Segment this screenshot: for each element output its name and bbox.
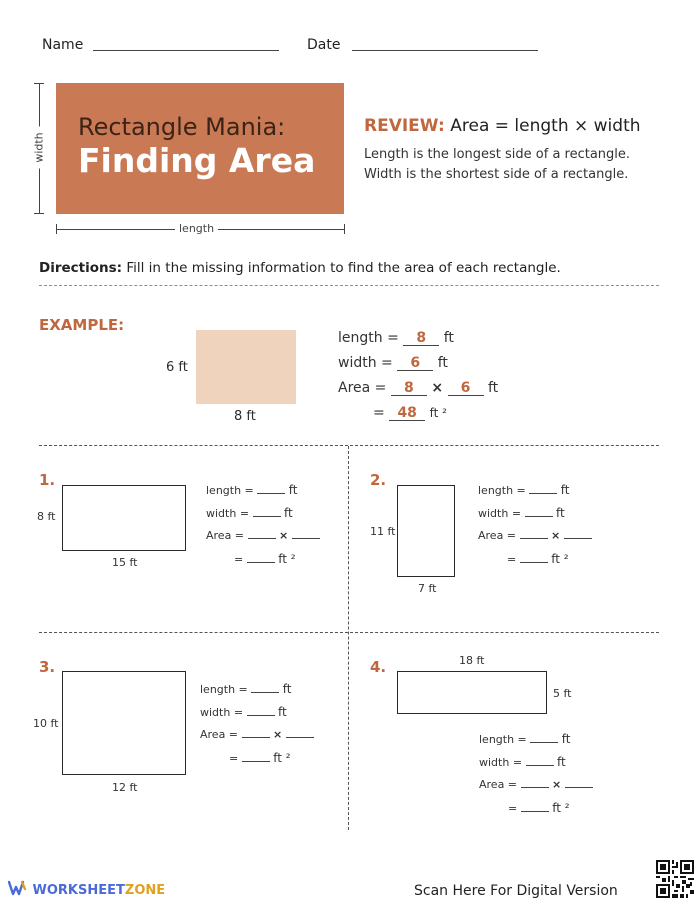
example-length-row xyxy=(338,330,454,346)
review-heading xyxy=(364,116,641,136)
problem-3-result-row: = ft ² xyxy=(229,751,291,765)
example-length-label: 8 ft xyxy=(234,409,256,424)
problem-3-area-a-blank[interactable] xyxy=(242,728,270,738)
problem-2-length-blank[interactable] xyxy=(529,484,557,494)
problem-1-area-a-blank[interactable] xyxy=(248,529,276,539)
problem-3-width-blank[interactable] xyxy=(247,706,275,716)
example-width-unit: ft xyxy=(437,355,448,371)
problem-2-bottom-label: 7 ft xyxy=(418,582,437,595)
brand-w-icon xyxy=(8,880,28,896)
problem-4-area-a-blank[interactable] xyxy=(521,778,549,788)
problem-4-result-row: = ft ² xyxy=(508,801,570,815)
example-area-prefix: Area = xyxy=(338,380,387,396)
review-formula: Area = length × width xyxy=(450,116,641,136)
date-label: Date xyxy=(307,37,341,53)
review-text xyxy=(364,145,630,185)
title-line-2: Finding Area xyxy=(78,141,316,180)
problem-2-area-row: Area = × xyxy=(478,529,592,542)
grid-divider-top xyxy=(39,445,659,446)
review-label: REVIEW: xyxy=(364,116,445,136)
problem-3-side-label: 10 ft xyxy=(33,717,59,730)
problem-1-result-row: = ft ² xyxy=(234,552,296,566)
problem-3-length-blank[interactable] xyxy=(251,683,279,693)
length-dimension-cap-right xyxy=(344,224,345,234)
problem-2-length-row: length = ft xyxy=(478,483,570,497)
title-line-1: Rectangle Mania: xyxy=(78,113,286,141)
problem-3-rectangle xyxy=(62,671,186,775)
example-area-unit: ft xyxy=(487,380,499,396)
problem-4-number: 4. xyxy=(370,658,387,676)
problem-4-area-b-blank[interactable] xyxy=(565,778,593,788)
example-area-row xyxy=(338,380,498,396)
example-width-value: 6 xyxy=(397,356,433,371)
name-field[interactable] xyxy=(93,50,279,51)
problem-4-width-row: width = ft xyxy=(479,755,566,769)
problem-2-rectangle xyxy=(397,485,455,577)
problem-2-result-row: = ft ² xyxy=(507,552,569,566)
example-area-a: 8 xyxy=(391,381,427,396)
scan-text: Scan Here For Digital Version xyxy=(414,883,618,899)
problem-4-top-label: 18 ft xyxy=(459,654,485,667)
brand-name-a: WORKSHEET xyxy=(32,883,125,898)
brand-name-b: ZONE xyxy=(124,883,166,898)
example-times: × xyxy=(431,380,444,396)
problem-1-bottom-label: 15 ft xyxy=(112,556,138,569)
problem-4-length-row: length = ft xyxy=(479,732,571,746)
review-line-2: Width is the shortest side of a rectangle. xyxy=(364,167,629,182)
problem-3-width-row: width = ft xyxy=(200,705,287,719)
problem-1-number: 1. xyxy=(39,471,56,489)
width-dimension-label: width xyxy=(33,127,46,169)
qr-code-icon[interactable] xyxy=(656,860,694,898)
problem-4-width-blank[interactable] xyxy=(526,756,554,766)
directions-divider xyxy=(39,285,659,286)
problem-1-result-blank[interactable] xyxy=(247,553,275,563)
title-box xyxy=(56,83,344,214)
name-label: Name xyxy=(42,37,84,53)
example-width-row xyxy=(338,355,448,371)
problem-4-side-label: 5 ft xyxy=(553,687,572,700)
example-result-row xyxy=(373,405,447,421)
problem-1-width-blank[interactable] xyxy=(253,507,281,517)
length-dimension-cap-left xyxy=(56,224,57,234)
problem-1-area-b-blank[interactable] xyxy=(292,529,320,539)
problem-3-result-blank[interactable] xyxy=(242,752,270,762)
grid-divider-vertical xyxy=(348,446,349,830)
problem-2-side-label: 11 ft xyxy=(370,525,396,538)
problem-4-result-blank[interactable] xyxy=(521,802,549,812)
date-field[interactable] xyxy=(352,50,538,51)
example-label: EXAMPLE: xyxy=(39,316,125,334)
problem-1-width-row: width = ft xyxy=(206,506,293,520)
directions xyxy=(39,260,561,276)
problem-2-result-blank[interactable] xyxy=(520,553,548,563)
problem-4-rectangle xyxy=(397,671,547,714)
problem-2-width-row: width = ft xyxy=(478,506,565,520)
problem-1-length-row: length = ft xyxy=(206,483,298,497)
problem-2-area-b-blank[interactable] xyxy=(564,529,592,539)
example-length-prefix: length = xyxy=(338,330,399,346)
problem-3-bottom-label: 12 ft xyxy=(112,781,138,794)
example-width-prefix: width = xyxy=(338,355,393,371)
problem-2-area-a-blank[interactable] xyxy=(520,529,548,539)
width-dimension-cap-bottom xyxy=(34,213,44,214)
problem-2-number: 2. xyxy=(370,471,387,489)
problem-1-rectangle xyxy=(62,485,186,551)
directions-text: Fill in the missing information to find the area of each rectangle. xyxy=(126,260,561,276)
problem-1-side-label: 8 ft xyxy=(37,510,56,523)
example-result-unit: ft ² xyxy=(429,406,447,420)
problem-1-length-blank[interactable] xyxy=(257,484,285,494)
problem-3-area-b-blank[interactable] xyxy=(286,728,314,738)
length-dimension-label: length xyxy=(175,222,218,235)
problem-2-width-blank[interactable] xyxy=(525,507,553,517)
example-equals: = xyxy=(373,405,385,421)
example-rectangle xyxy=(196,330,296,404)
problem-3-area-row: Area = × xyxy=(200,728,314,741)
example-width-label: 6 ft xyxy=(166,360,188,375)
example-area-result: 48 xyxy=(389,406,425,421)
brand-logo[interactable] xyxy=(8,880,165,898)
problem-1-area-row: Area = × xyxy=(206,529,320,542)
problem-3-length-row: length = ft xyxy=(200,682,292,696)
directions-label: Directions: xyxy=(39,260,123,276)
problem-4-length-blank[interactable] xyxy=(530,733,558,743)
width-dimension-cap-top xyxy=(34,83,44,84)
grid-divider-middle xyxy=(39,632,659,633)
review-line-1: Length is the longest side of a rectangle. xyxy=(364,147,631,162)
example-length-value: 8 xyxy=(403,331,439,346)
problem-4-area-row: Area = × xyxy=(479,778,593,791)
example-area-b: 6 xyxy=(448,381,484,396)
example-length-unit: ft xyxy=(443,330,454,346)
problem-3-number: 3. xyxy=(39,658,56,676)
